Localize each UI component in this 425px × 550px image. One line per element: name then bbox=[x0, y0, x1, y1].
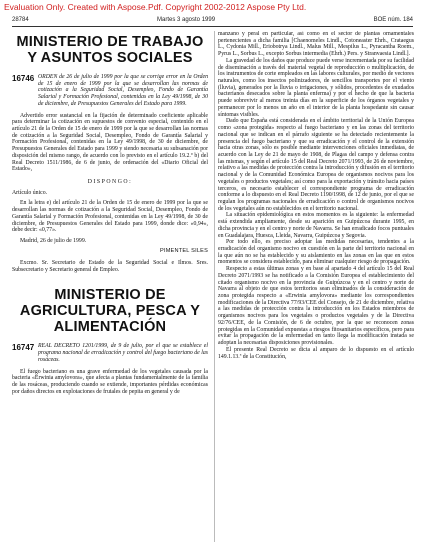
paragraph: La gravedad de los daños que produce puede verse incrementada por su facilidad de diseminación a través del material vegetal de reproducción o multiplicación, de los instrumentos de corte empleados en las labores culturales, por medio de vectores naturales, como los insectos polinizadores, de sencillos transportes por el viento (lluvia), generados por la lluvia o irrigaciones, y sólidos, procedentes de exudados bacterianos desecados sobre la planta enferma) y por el hecho de que la bacteria puede sobrevivir al menos treinta días en la superficie de los órganos vegetales y permanecer por lo menos un año en el interior de la planta hospedante sin causar síntomas visibles. bbox=[218, 57, 414, 118]
publication-date: Martes 3 agosto 1999 bbox=[157, 17, 216, 23]
decree-title: REAL DECRETO 1201/1999, de 9 de julio, por el que se establece el programa nacional de erradicación y control del fuego bacteriano de las rosáceas. bbox=[38, 343, 208, 363]
paragraph: El presente Real Decreto se dicta al amparo de lo dispuesto en el artículo 149.1.13.ª de la Constitución, bbox=[218, 346, 414, 360]
paragraph: Dado que España está considerada en el ámbito territorial de la Unión Europea como «zona protegida» respecto al fuego bacteriano y en las zonas del territorio nacional que se indican en el párrafo siguiente se ha detectado recientemente la presencia del fuego bacteriano y que su erradicación y el control de la extensión hacia otras zonas, sólo es posible mediante intervenciones oficiales inmediatas, de acuerdo con la Ley de 21 de mayo de 1908, de Plagas del campo y defensa contra las mismas, y según el artículo 15 del Real Decreto 2071/1993, de 26 de noviembre, relativo a las medidas de protección contra la introducción y difusión en el territorio nacional y de la Comunidad Económica Europea de organismos nocivos para los vegetales o productos vegetales; así como para la exportación y tránsito hacia países terceros, es necesario establecer el correspondiente programa de erradicación conforme a lo dispuesto en el Real Decreto 1190/1998, de 12 de junio, por el que se regulan los programas nacionales de erradicación o control de organismos nocivos de los vegetales aún no establecidos en el territorio nacional. bbox=[218, 118, 414, 212]
addressee: Excmo. Sr. Secretario de Estado de la Seguridad Social e Ilmos. Sres. Subsecretario y Secretario general de Empleo. bbox=[12, 260, 208, 273]
column-divider bbox=[214, 31, 215, 542]
paragraph: La situación epidemiológica en estos momentos es la siguiente: la enfermedad está extendida ampliamente, desde su aparición en Guipúzcoa durante 1995, en dicha provincia y en el centro y norte de Navarra. Se han erradicado focos puntuales en Guadalajara, Huesca, Lleida, Navarra, Guipúzcoa y Segovia. bbox=[218, 212, 414, 239]
page-number: 28784 bbox=[12, 17, 29, 23]
place-date: Madrid, 26 de julio de 1999. bbox=[20, 238, 87, 244]
right-column bbox=[218, 31, 414, 544]
article-heading: Artículo único. bbox=[12, 189, 48, 196]
left-column bbox=[12, 31, 208, 544]
watermark: Evaluation Only. Created with Aspose.Pdf. Copyright 2002-2012 Aspose Pty Ltd. bbox=[4, 2, 307, 12]
ministry-heading-agricultura: MINISTERIO DE AGRICULTURA, PESCA Y ALIMENTACIÓN bbox=[19, 287, 201, 336]
ministry-heading-trabajo: MINISTERIO DE TRABAJO Y ASUNTOS SOCIALES bbox=[16, 34, 204, 66]
paragraph: Advertido error sustancial en la fijación de determinado coeficiente aplicable para determinar la cotización en supuestos de convenio especial, contenido en el artículo 21 de la Orden de 15 de enero de 1999 por la que se desarrollan las normas de cotización a la Seguridad Social, Desempleo, Fondo de Garantía Salarial y Formación Profesional, contenidas en la Ley 49/1998, de 30 de diciembre, de Presupuestos Generales del Estado para 1999 y siendo necesaria su subsanación por disposición del mismo rango, de acuerdo con lo previsto en el artículo 19.2.º b) del Real Decreto 1511/1986, de 6 de junio, de ordenación del «Diario Oficial del Estado», bbox=[12, 112, 208, 173]
paragraph: El fuego bacteriano es una grave enfermedad de los vegetales causada por la bacteria «Erwinia amylovora», que afecta a plantas fundamentalmente de la familia de las rosáceas, produciendo cuando se extiende, importantes pérdidas económicas por daños directos en explotaciones de frutales de pepita en general y de bbox=[12, 368, 208, 395]
decree-16747 bbox=[12, 343, 208, 363]
decree-16746 bbox=[12, 74, 208, 108]
header-rule bbox=[12, 26, 413, 27]
paragraph: Respecto a estas últimas zonas y en base al apartado 4 del artículo 15 del Real Decreto 2071/1993 se ha notificado a la Comisión Europea el establecimiento del citado organismo nocivo en la provincia de Guipúzcoa y en el centro y norte de Navarra al objeto de que estos territorios sean eliminados de la consideración de zona protegida respecto a «Erwinia amylovora» mediante los correspondientes modificaciones de la Directiva 77/93/CEE del Consejo, de 21 de diciembre, relativa a las medidas de protección contra la introducción en los Estados miembros de organismos nocivos para los vegetales o productos vegetales y de la Directiva 92/76/CEE, de la Comisión, de 6 de octubre, por la que se reconocen zonas protegidas en la Comunidad expuestas a riesgos fitosanitarios específicos, pero para evitar la propagación de la enfermedad en tanto llega la modificación instada se adoptan la necesarias disposiciones provisionales. bbox=[218, 266, 414, 347]
decree-number: 16746 bbox=[12, 74, 35, 83]
decree-title: ORDEN de 26 de julio de 1999 por la que se corrige error en la Orden de 15 de enero de 1999 por la que se desarrollan las normas de cotización a la Seguridad Social, Desempleo, Fondo de Garantía Salarial y Formación Profesional, contenidas en la Ley 49/1998, de 30 de diciembre, de Presupuestos Generales del Estado para 1999. bbox=[38, 74, 208, 107]
article-text: En la letra e) del artículo 21 de la Orden de 15 de enero de 1999 por la que se desarrollan las normas de cotización a la Seguridad Social, Desempleo, Fondo de Garantía Salarial y Formación Profesional, contenidas en la Ley 49/1998, de 30 de diciembre, de Presupuestos Generales del Estado para 1999, donde dice: «0,94», debe decir: «0,77». bbox=[12, 200, 208, 234]
boe-number: BOE núm. 184 bbox=[373, 17, 413, 23]
signature: PIMENTEL SILES bbox=[160, 247, 208, 254]
paragraph: Por todo ello, es preciso adoptar las medidas necesarias, tendentes a la erradicación del organismo nocivo en cuestión en la parte del territorio nacional en la que aún no se ha establecido y su aislamiento en las zonas en las que en estos momentos se considera establecido, para eliminar cualquier riesgo de propagación. bbox=[218, 239, 414, 266]
decree-number: 16747 bbox=[12, 343, 35, 353]
paragraph: manzano y peral en particular, así como en el sector de plantas ornamentales pertenecientes a dicha familia [Chaenomeles Lindl., Cotoneaster Ehrh., Crataegus L., Cydonia Mill., Eriobotrya Lindl., Malus Mill., Mespilus L., Pyracantha Roem., Pyrus L., Sorbus L., excepto Sorbus intermedia (Ehrh.) Pers. y Stranvaesia Lindl.]. bbox=[218, 31, 414, 58]
dispongo-heading: DISPONGO: bbox=[87, 178, 133, 185]
